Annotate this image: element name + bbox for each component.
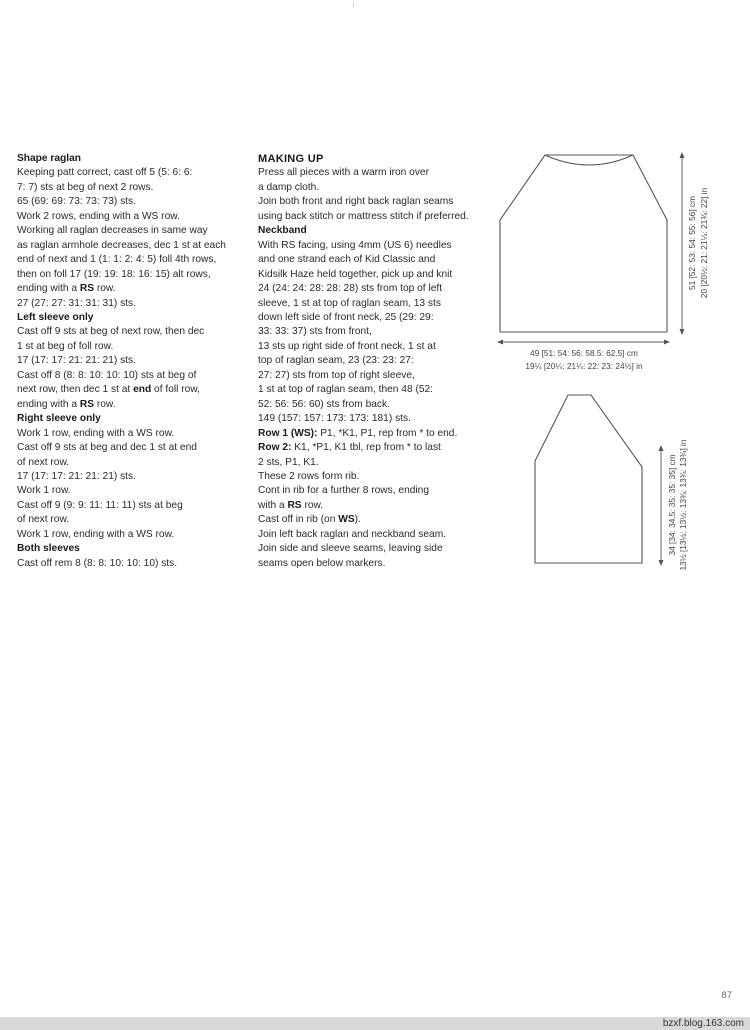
bold-term: Row 1 (WS): [258, 427, 318, 439]
text-line: Kidsilk Haze held together, pick up and knit [258, 268, 453, 280]
text-line: Cast off 9 sts at beg and dec 1 st at end [17, 442, 197, 454]
text-line: a damp cloth. [258, 181, 320, 193]
bold-term: end [133, 384, 152, 396]
text-line: Working all raglan decreases in same way [17, 225, 208, 237]
text-line: 1 st at top of raglan seam, then 48 (52: [258, 384, 433, 396]
text-line: These 2 rows form rib. [258, 470, 360, 482]
text-line: Join left back raglan and neckband seam. [258, 528, 447, 540]
text-line: 13 sts up right side of front neck, 1 st at [258, 340, 436, 352]
left-sleeve-section [17, 311, 247, 412]
text-run: row. [301, 499, 324, 511]
garment-schematic [490, 145, 750, 605]
left-column [17, 152, 247, 571]
text-run: with a [258, 499, 288, 511]
both-sleeves-section [17, 542, 247, 571]
text-line: 17 (17: 17: 21: 21: 21) sts. [17, 355, 136, 367]
text-run: of foll row, [151, 384, 200, 396]
text-run: ending with a [17, 398, 80, 410]
text-line: 149 (157: 157: 173: 173: 181) sts. [258, 413, 411, 425]
text-line: 27: 27) sts from top of right sleeve, [258, 369, 415, 381]
body-length-dimension [680, 152, 685, 335]
shape-raglan-section [17, 152, 247, 311]
text-line: top of raglan seam, 23 (23: 23: 27: [258, 355, 414, 367]
text-line: of next row. [17, 514, 70, 526]
body-width-dimension [497, 340, 670, 345]
text-line: Cast off rem 8 (8: 8: 10: 10: 10) sts. [17, 557, 178, 569]
text-line: Work 1 row, ending with a WS row. [17, 528, 175, 540]
row-1-instruction [258, 427, 493, 441]
page-number: 87 [721, 990, 732, 1001]
text-line: Work 1 row. [17, 485, 71, 497]
body-width-cm-label: 49 [51: 54: 56: 58.5: 62.5] cm [530, 348, 638, 358]
text-run: ). [354, 514, 361, 526]
body-piece-outline [500, 155, 667, 332]
bold-term: RS [79, 283, 95, 295]
text-line: of next row. [17, 456, 70, 468]
body-width-in-label: 19¼ [20¼: 21¼: 22: 23: 24½] in [525, 361, 643, 371]
text-line [17, 282, 247, 296]
text-line: end of next and 1 (1: 1: 2: 4: 5) foll 4th rows, [17, 254, 217, 266]
neckband-heading: Neckband [258, 225, 307, 237]
text-line [258, 499, 493, 513]
text-line: 27 (27: 27: 31: 31: 31) sts. [17, 297, 136, 309]
text-line: 2 sts, P1, K1. [258, 456, 319, 468]
text-line: 52: 56: 56: 60) sts from back. [258, 398, 390, 410]
right-sleeve-heading: Right sleeve only [17, 413, 101, 425]
left-sleeve-heading: Left sleeve only [17, 311, 94, 323]
both-sleeves-heading: Both sleeves [17, 543, 80, 555]
sleeve-length-dimension [659, 445, 664, 566]
sleeve-length-cm-label: 34 [34: 34.5: 35: 35: 35] cm [667, 454, 677, 556]
text-line: 17 (17: 17: 21: 21: 21) sts. [17, 470, 136, 482]
bold-term: RS [287, 499, 302, 511]
text-run: K1, *P1, K1 tbl, rep from * to last [291, 442, 441, 454]
text-line: Cast off 9 (9: 9: 11: 11: 11) sts at beg [17, 499, 183, 511]
text-line: as raglan armhole decreases, dec 1 st at each [17, 239, 226, 251]
top-crop-mark [353, 3, 354, 7]
sleeve-piece-outline [535, 395, 642, 563]
text-line: 65 (69: 69: 73: 73: 73) sts. [17, 196, 136, 208]
text-line: Cont in rib for a further 8 rows, ending [258, 485, 430, 497]
text-line: Keeping patt correct, cast off 5 (5: 6: 6: [17, 167, 193, 179]
text-line: 24 (24: 24: 28: 28: 28) sts from top of left [258, 283, 443, 295]
right-sleeve-section [17, 412, 247, 542]
text-run: row. [94, 283, 116, 295]
body-length-cm-label: 51 [52: 53: 54: 55: 56] cm [687, 195, 697, 291]
text-line [17, 383, 247, 397]
body-neck-curve [545, 155, 633, 165]
text-run: ending with a [17, 283, 80, 295]
making-up-section [258, 152, 493, 224]
row-2-instruction [258, 441, 493, 455]
text-line: Cast off 8 (8: 8: 10: 10: 10) sts at beg of [17, 369, 197, 381]
body-length-in-label: 20 [20½: 21: 21¼: 21¾: 22] in [699, 187, 709, 299]
footer-bar [0, 1017, 750, 1030]
bold-term: RS [79, 398, 95, 410]
text-line: using back stitch or mattress stitch if preferred. [258, 210, 469, 222]
text-line: sleeve, 1 st at top of raglan seam, 13 sts [258, 297, 441, 309]
right-column [258, 152, 493, 571]
text-line: Work 1 row, ending with a WS row. [17, 427, 175, 439]
text-line: With RS facing, using 4mm (US 6) needles [258, 239, 452, 251]
text-line: Press all pieces with a warm iron over [258, 167, 429, 179]
sleeve-length-in-label: 13½ [13½: 13½: 13¾: 13¾: 13¾] in [678, 439, 688, 571]
text-line: then on foll 17 (19: 19: 18: 16: 15) alt rows, [17, 268, 211, 280]
text-line: 33: 33: 37) sts from front, [258, 326, 372, 338]
neckband-section [258, 224, 493, 571]
text-run: row. [94, 398, 116, 410]
text-run: next row, then dec 1 st at [17, 384, 134, 396]
text-run: Cast off in rib (on [258, 514, 339, 526]
text-line: seams open below markers. [258, 557, 386, 569]
text-line: 7: 7) sts at beg of next 2 rows. [17, 181, 154, 193]
bold-term: WS [338, 514, 355, 526]
text-line: and one strand each of Kid Classic and [258, 254, 436, 266]
text-line: down left side of front neck, 25 (29: 29: [258, 311, 434, 323]
text-line [258, 513, 493, 527]
text-line: Work 2 rows, ending with a WS row. [17, 210, 180, 222]
shape-raglan-heading: Shape raglan [17, 153, 81, 164]
text-run: P1, *K1, P1, rep from * to end. [317, 427, 458, 439]
text-line: 1 st at beg of foll row. [17, 340, 114, 352]
bold-term: Row 2: [258, 442, 292, 454]
footer-url: bzxf.blog.163.com [662, 1018, 744, 1029]
making-up-heading: MAKING UP [258, 153, 324, 165]
text-line [17, 398, 247, 412]
text-line: Join both front and right back raglan seams [258, 196, 454, 208]
text-line: Cast off 9 sts at beg of next row, then dec [17, 326, 205, 338]
text-line: Join side and sleeve seams, leaving side [258, 543, 443, 555]
